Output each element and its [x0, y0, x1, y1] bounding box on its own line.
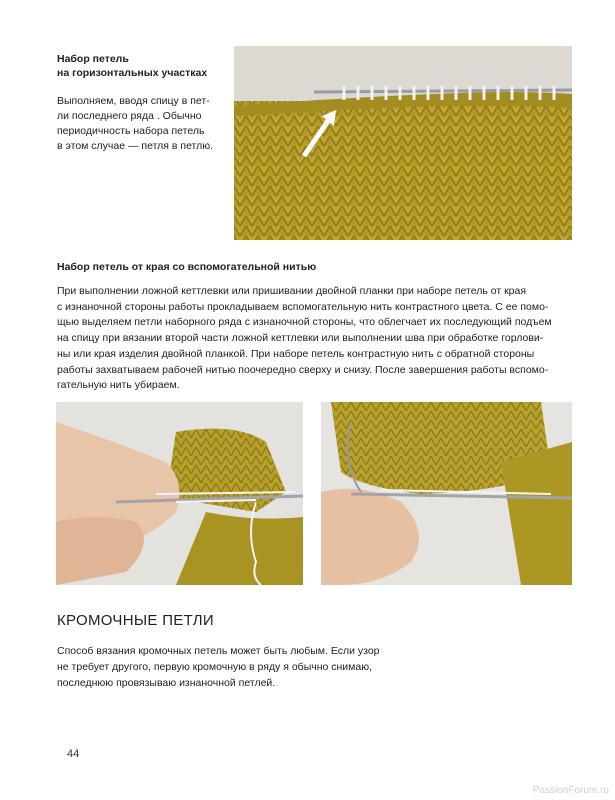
- text-line: При выполнении ложной кеттлевки или пришивании двойной планки при наборе петель от края: [57, 285, 527, 297]
- text-line: работы захватываем рабочей нитью поочередно сверху и снизу. После завершения работы вспомо-: [57, 363, 549, 376]
- text-line: ли последнего ряда . Обычно: [57, 110, 202, 122]
- watermark: PassionForum.ru: [532, 785, 609, 796]
- text-line: гательную нить убираем.: [57, 379, 180, 392]
- section2-text: [57, 284, 572, 394]
- text-line: с изнаночной стороны работы прокладываем вспомогательную нить контрастного цвета. С ее помо-: [57, 300, 549, 313]
- text-line: Выполняем, вводя спицу в пет-: [57, 95, 210, 107]
- section1-heading: [57, 52, 227, 80]
- photo-horizontal-cast-on: [234, 46, 572, 240]
- section3-text: [57, 643, 457, 691]
- text-line: щью выделяем петли наборного ряда с изнаночной стороны, что облегчает их последующий подъем: [57, 316, 552, 329]
- heading-line: Набор петель: [57, 53, 129, 65]
- section3-heading: КРОМОЧНЫЕ ПЕТЛИ: [57, 612, 214, 629]
- text-line: Способ вязания кромочных петель может быть любым. Если узор: [57, 645, 380, 657]
- photo-contrast-yarn-right: [321, 402, 572, 585]
- text-line: ны или края изделия двойной планкой. При наборе петель контрастную нить с обратной стороны: [57, 347, 535, 360]
- text-line: не требует другого, первую кромочную в ряду я обычно снимаю,: [57, 661, 373, 673]
- section2-heading: Набор петель от края со вспомогательной нитью: [57, 261, 317, 273]
- text-line: периодичность набора петель: [57, 125, 205, 137]
- page-number: 44: [67, 748, 80, 760]
- photo-contrast-yarn-left: [56, 402, 303, 585]
- text-line: в этом случае — петля в петлю.: [57, 140, 214, 152]
- text-line: последнюю провязываю изнаночной петлей.: [57, 677, 276, 689]
- text-line: на спицу при вязании второй части ложной кеттлевки или выполнении шва при обработке горлови-: [57, 332, 544, 345]
- section1-text: [57, 94, 227, 154]
- heading-line: на горизонтальных участках: [57, 67, 208, 79]
